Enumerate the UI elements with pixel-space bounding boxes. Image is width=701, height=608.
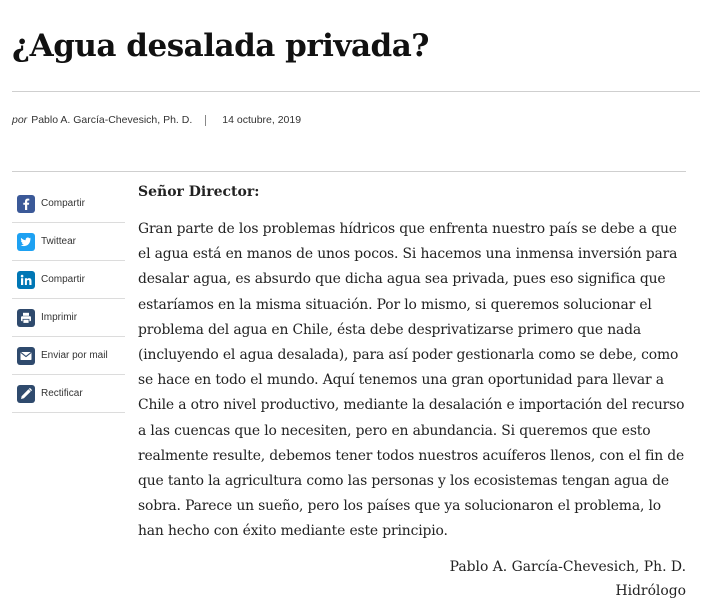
- signature: [138, 555, 686, 603]
- pencil-icon: [17, 385, 35, 403]
- article-content: [138, 184, 686, 603]
- byline-separator: [205, 115, 206, 126]
- share-twitter-label: Twittear: [41, 236, 77, 247]
- print-icon: [17, 309, 35, 327]
- share-linkedin-label: Compartir: [41, 274, 85, 285]
- share-linkedin-button[interactable]: [12, 261, 125, 299]
- share-facebook-button[interactable]: [12, 185, 125, 223]
- article-title: ¿Agua desalada privada?: [12, 28, 429, 64]
- share-facebook-label: Compartir: [41, 198, 85, 209]
- email-share-button[interactable]: [12, 337, 125, 375]
- email-share-label: Enviar por mail: [41, 350, 108, 361]
- byline: [12, 114, 301, 126]
- linkedin-icon: [17, 271, 35, 289]
- byline-prefix: por: [12, 114, 28, 126]
- signature-role: Hidrólogo: [615, 582, 686, 599]
- byline-author[interactable]: Pablo A. García-Chevesich, Ph. D.: [31, 114, 193, 126]
- signature-name: Pablo A. García-Chevesich, Ph. D.: [449, 558, 686, 575]
- content-divider: [12, 171, 686, 172]
- salutation: Señor Director:: [138, 184, 260, 200]
- mail-icon: [17, 347, 35, 365]
- print-button[interactable]: [12, 299, 125, 337]
- twitter-icon: [17, 233, 35, 251]
- share-sidebar: [12, 185, 125, 413]
- title-divider: [12, 91, 700, 92]
- print-label: Imprimir: [41, 312, 78, 323]
- rectify-button[interactable]: [12, 375, 125, 413]
- share-twitter-button[interactable]: [12, 223, 125, 261]
- byline-date: 14 octubre, 2019: [222, 114, 302, 126]
- facebook-icon: [17, 195, 35, 213]
- rectify-label: Rectificar: [41, 388, 83, 399]
- article-body: Gran parte de los problemas hídricos que enfrenta nuestro país se debe a que el agua está en manos de unos pocos. Si hacemos una inmensa inversión para desalar agua, es absurdo que dicha agua sea privada, pues eso significa que estaríamos en la misma situación. Por lo mismo, si queremos solucionar el problema del agua en Chile, ésta debe desprivatizarse primero que nada (incluyendo el agua desalada), para así poder gestionarla como se debe, como se hace en todo el mundo. Aquí tenemos una gran oportunidad para llevar a Chile a otro nivel productivo, mediante la desalación e importación del recurso a las cuencas que lo necesiten, pero en abundancia. Si queremos que esto realmente resulte, debemos tener todos nuestros acuíferos llenos, con el fin de que tanto la agricultura como las personas y los ecosistemas tengan agua de sobra. Parece un sueño, pero los países que ya solucionaron el problema, lo han hecho con éxito mediante este principio.: [138, 221, 685, 540]
